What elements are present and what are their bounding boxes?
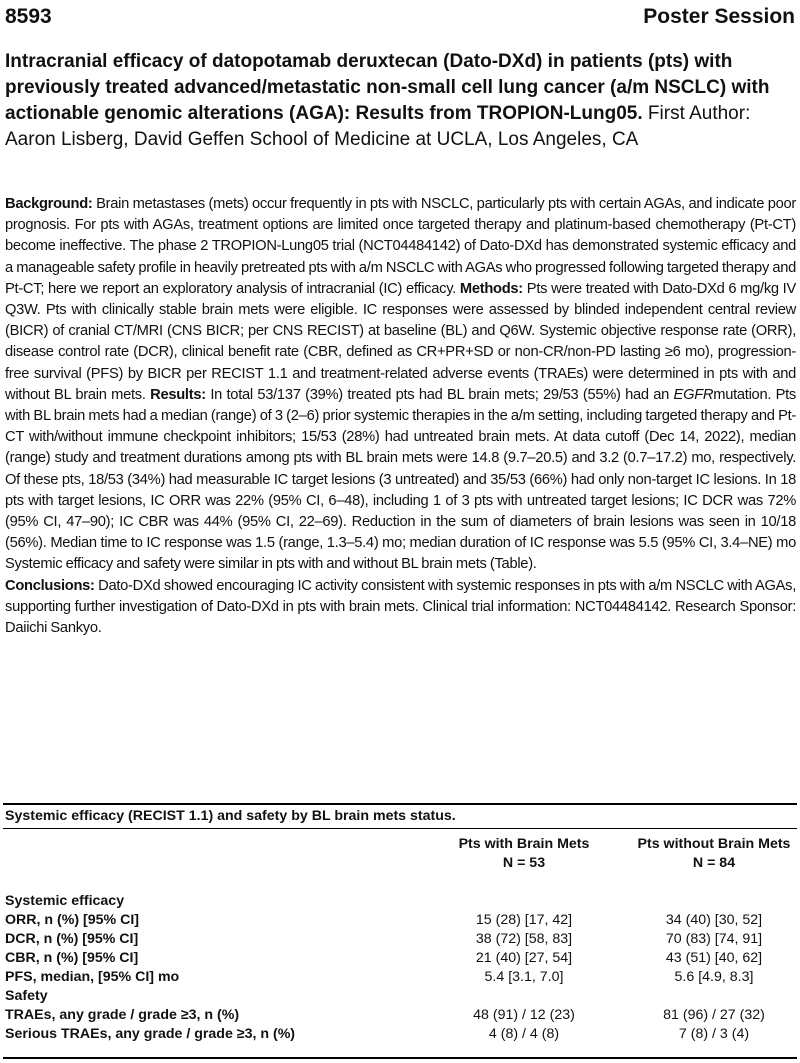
spacer-row (3, 873, 797, 892)
conclusions-text: Dato-DXd showed encouraging IC activity consistent with systemic responses in pts with a/m NSCLC with AGAs, supporting further investigation of Dato-DXd in pts with brain mets. Clinical trial information: NCT04484142. Research Sponsor: Daiichi Sankyo. (5, 577, 796, 637)
results-italic: EGFR (673, 386, 714, 403)
row-label: ORR, n (%) [95% CI] (5, 912, 139, 928)
page-header (5, 3, 795, 31)
row-with: 48 (91) / 12 (23) (473, 1007, 575, 1023)
abstract-number: 8593 (5, 5, 52, 28)
table-row (3, 1006, 797, 1025)
header-col2 (631, 829, 797, 873)
section-efficacy: Systemic efficacy (5, 893, 125, 909)
section-row (3, 892, 797, 911)
section-safety: Safety (5, 988, 48, 1004)
table-row (3, 949, 797, 968)
row-label: Serious TRAEs, any grade / grade ≥3, n (%) (5, 1026, 296, 1042)
row-with: 15 (28) [17, 42] (475, 912, 573, 928)
header-col2-n: N = 84 (692, 855, 736, 871)
conclusions-label: Conclusions: (5, 577, 95, 594)
table-row (3, 911, 797, 930)
row-without: 43 (51) [40, 62] (665, 950, 763, 966)
row-label: PFS, median, [95% CI] mo (5, 969, 180, 985)
table-header-row (3, 829, 797, 873)
abstract-body (5, 194, 796, 639)
header-col2-title: Pts without Brain Mets (637, 836, 791, 852)
results-text-a: In total 53/137 (39%) treated pts had BL brain mets; 29/53 (55%) had an (205, 386, 674, 403)
row-with: 38 (72) [58, 83] (475, 931, 573, 947)
header-col1-title: Pts with Brain Mets (458, 836, 590, 852)
header-col1-n: N = 53 (502, 855, 546, 871)
row-with: 5.4 [3.1, 7.0] (484, 969, 564, 985)
section-row (3, 987, 797, 1006)
row-label: DCR, n (%) [95% CI] (5, 931, 139, 947)
row-with: 21 (40) [27, 54] (475, 950, 573, 966)
row-without: 81 (96) / 27 (32) (663, 1007, 765, 1023)
session-label: Poster Session (643, 5, 795, 28)
abstract-paragraph (5, 194, 796, 576)
author-line: First Author: Aaron Lisberg, David Geffen School of Medicine at UCLA, Los Angeles, CA (5, 103, 751, 150)
table-caption: Systemic efficacy (RECIST 1.1) and safety by BL brain mets status. (3, 805, 797, 829)
table-row (3, 930, 797, 949)
table-row (3, 1025, 797, 1044)
row-without: 5.6 [4.9, 8.3] (674, 969, 754, 985)
row-label: TRAEs, any grade / grade ≥3, n (%) (5, 1007, 240, 1023)
results-table (3, 803, 797, 1059)
results-text-b: mutation. Pts with BL brain mets had a median (range) of 3 (2–6) prior systemic therapies in the a/m setting, including targeted therapy and Pt-CT with/without immune checkpoint inhibitors; 15/53 (28%) had untreated brain mets. At data cutoff (Dec 14, 2022), median (range) study and treatment durations among pts with BL brain mets were 14.8 (9.7–20.5) and 3.2 (0.7–17.2) mo, respectively. Of these pts, 18/53 (34%) had measurable IC target lesions (3 untreated) and 35/53 (66%) had only non-target IC lesions. In 18 pts with target lesions, IC ORR was 22% (95% CI, 6–48), including 1 of 3 pts with untreated target lesions; IC DCR was 72% (95% CI, 47–90); IC CBR was 44% (95% CI, 22–69). Reduction in the sum of diameters of brain lesions was seen in 10/18 (56%). Median time to IC response was 1.5 (range, 1.3–5.4) mo; median duration of IC response was 5.5 (95% CI, 3.4–NE) mo Systemic efficacy and safety were similar in pts with and without BL brain mets (Table). (5, 386, 796, 573)
table-row (3, 968, 797, 987)
row-without: 70 (83) [74, 91] (665, 931, 763, 947)
row-with: 4 (8) / 4 (8) (488, 1026, 560, 1042)
row-without: 7 (8) / 3 (4) (678, 1026, 750, 1042)
row-without: 34 (40) [30, 52] (665, 912, 763, 928)
row-label: CBR, n (%) [95% CI] (5, 950, 139, 966)
header-empty (3, 829, 417, 873)
methods-text: Pts were treated with Dato-DXd 6 mg/kg IV Q3W. Pts with clinically stable brain mets were eligible. IC responses were assessed by blinded independent central review (BICR) of cranial CT/MRI (CNS BICR; per CNS RECIST) at baseline (BL) and Q6W. Systemic objective response rate (ORR), disease control rate (DCR), clinical benefit rate (CBR, defined as CR+PR+SD or non-CR/non-PD lasting ≥6 mo), progression-free survival (PFS) by BICR per RECIST 1.1 and treatment-related adverse events (TRAEs) were determined in pts with and without BL brain mets. (5, 280, 796, 403)
data-table (3, 829, 797, 1044)
header-col1 (417, 829, 631, 873)
results-label: Results: (150, 386, 206, 403)
background-text: Brain metastases (mets) occur frequently in pts with NSCLC, particularly pts with certain AGAs, and indicate poor prognosis. For pts with AGAs, treatment options are limited once targeted therapy and platinum-based chemotherapy (Pt-CT) become ineffective. The phase 2 TROPION-Lung05 trial (NCT04484142) of Dato-DXd has demonstrated systemic efficacy and a manageable safety profile in heavily pretreated pts with a/m NSCLC with AGAs who progressed following targeted therapy and Pt-CT; here we report an exploratory analysis of intracranial (IC) efficacy. (5, 196, 796, 297)
background-label: Background: (5, 196, 93, 212)
methods-label: Methods: (459, 280, 523, 297)
title-block (5, 49, 796, 153)
conclusions-paragraph (5, 576, 796, 640)
abstract-title: Intracranial efficacy of datopotamab deruxtecan (Dato-DXd) in patients (pts) with previously treated advanced/metastatic non-small cell lung cancer (a/m NSCLC) with actionable genomic alterations (AGA): Results from TROPION-Lung05. (5, 51, 770, 124)
